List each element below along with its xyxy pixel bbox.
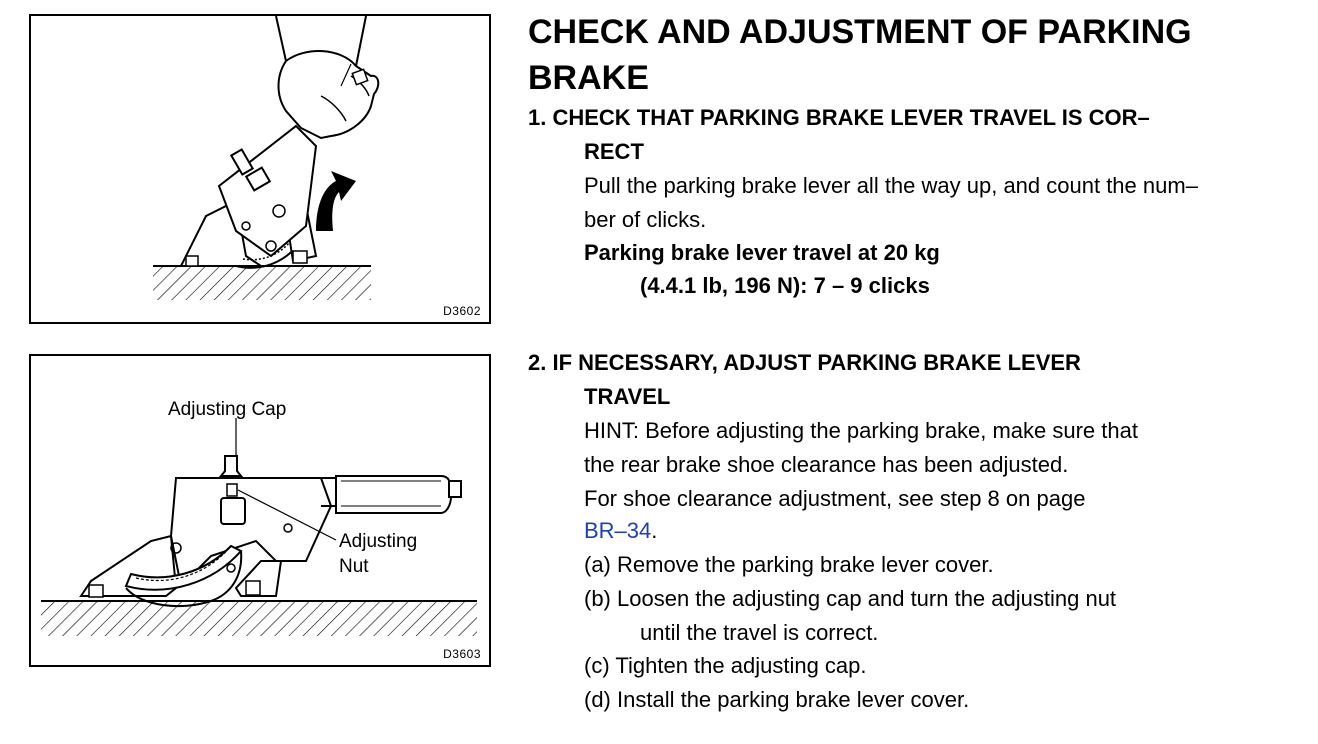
page-title-line1: CHECK AND ADJUSTMENT OF PARKING [528,13,1192,51]
step1-spec-line2: (4.4.1 lb, 196 N): 7 – 9 clicks [640,273,930,298]
step1-heading-line2: RECT [584,139,644,164]
step2-ref-line2 [584,514,657,548]
step2-hint-line1: HINT: Before adjusting the parking brake, make sure that [584,418,1138,443]
label-adjusting-cap: Adjusting Cap [168,399,287,420]
step2-hint-line2: the rear brake shoe clearance has been adjusted. [584,452,1069,477]
step1-body-line2: ber of clicks. [584,207,707,232]
figure-lever-adjustment [29,354,491,667]
figure-lever-travel-check [29,14,491,324]
figure-code: D3603 [443,647,481,661]
page-title-line2: BRAKE [528,59,649,97]
step1-body-line1: Pull the parking brake lever all the way up, and count the num– [584,173,1198,198]
step2-substep-d: (d) Install the parking brake lever cover. [584,687,970,712]
step2-substep-c: (c) Tighten the adjusting cap. [584,653,867,678]
step2-ref-line1: For shoe clearance adjustment, see step 8 on page [584,486,1086,511]
step2-substep-a: (a) Remove the parking brake lever cover. [584,552,994,577]
ref-period: . [651,518,658,543]
step1-heading-line1: 1. CHECK THAT PARKING BRAKE LEVER TRAVEL IS COR– [528,105,1150,130]
hand-pulling-lever-illustration [31,16,489,322]
step2-substep-b-line1: (b) Loosen the adjusting cap and turn the adjusting nut [584,586,1117,611]
page-reference-link[interactable]: BR–34 [584,518,652,543]
step1-spec-line1: Parking brake lever travel at 20 kg [584,240,940,265]
step2-substep-b-line2: until the travel is correct. [640,620,879,645]
figure-code: D3602 [443,304,481,318]
step2-heading-line1: 2. IF NECESSARY, ADJUST PARKING BRAKE LEVER [528,350,1081,375]
label-adjusting-nut-line2: Nut [339,556,369,577]
label-adjusting-nut-line1: Adjusting [339,531,418,552]
step2-heading-line2: TRAVEL [584,384,671,409]
